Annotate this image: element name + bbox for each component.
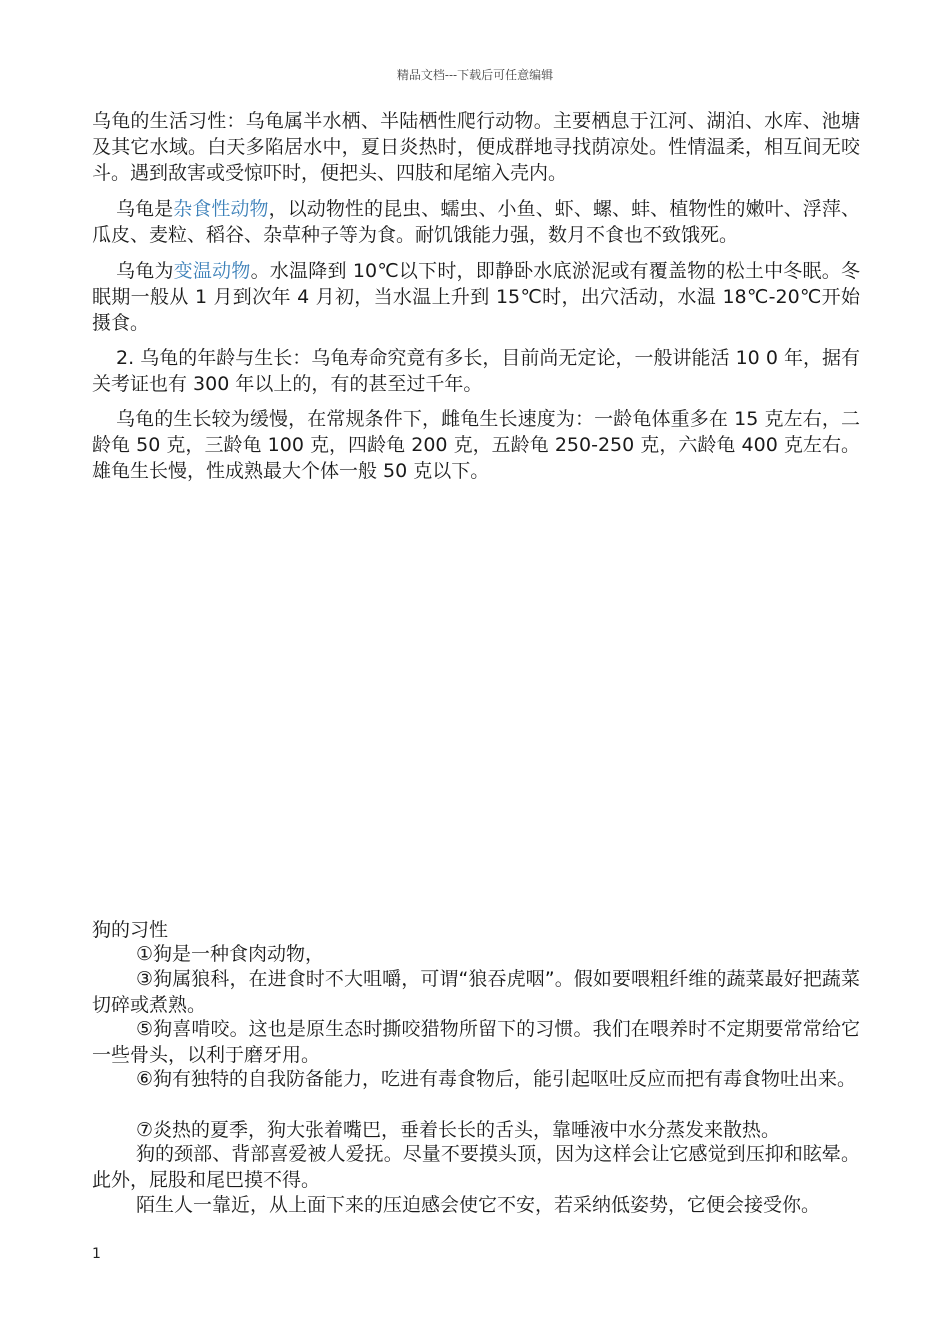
turtle-growth-paragraph: 乌龟的生长较为缓慢，在常规条件下，雌龟生长速度为：一龄龟体重多在 15 克左右，二龄龟 50 克，三龄龟 100 克，四龄龟 200 克，五龄龟 250-250 克，六龄龟 400 克左右。雄龟生长慢，性成熟最大个体一般 50 克以下。 xyxy=(92,408,860,482)
dog-item: ⑦炎热的夏季，狗大张着嘴巴，垂着长长的舌头，靠唾液中水分蒸发来散热。 xyxy=(136,1119,781,1141)
dog-item: ⑥狗有独特的自我防备能力，吃进有毒食物后，能引起呕吐反应而把有毒食物吐出来。 xyxy=(136,1068,857,1090)
turtle-habits-paragraph: 乌龟的生活习性：乌龟属半水栖、半陆栖性爬行动物。主要栖息于江河、湖泊、水库、池塘及其它水域。白天多陷居水中，夏日炎热时，便成群地寻找荫凉处。性情温柔，相互间无咬斗。遇到敌害或受惊吓时，便把头、四肢和尾缩入壳内。 xyxy=(92,110,860,184)
hibernation-text-pre: 乌龟为 xyxy=(116,260,174,282)
turtle-age-paragraph: 2. 乌龟的年龄与生长：乌龟寿命究竟有多长，目前尚无定论，一般讲能活 10 0 年，据有关考证也有 300 年以上的，有的甚至过千年。 xyxy=(92,347,860,395)
turtle-diet-paragraph xyxy=(92,196,860,248)
dog-item: 狗的颈部、背部喜爱被人爱抚。尽量不要摸头顶，因为这样会让它感觉到压抑和眩晕。此外，屁股和尾巴摸不得。 xyxy=(92,1143,860,1191)
diet-text-post: ，以动物性的昆虫、蠕虫、小鱼、虾、螺、蚌、植物性的嫩叶、浮萍、瓜皮、麦粒、稻谷、杂草种子等为食。耐饥饿能力强，数月不食也不致饿死。 xyxy=(92,198,860,246)
dog-item: ①狗是一种食肉动物， xyxy=(136,943,325,965)
dog-item: ③狗属狼科，在进食时不大咀嚼，可谓“狼吞虎咽”。假如要喂粗纤维的蔬菜最好把蔬菜切碎或煮熟。 xyxy=(92,968,860,1016)
dog-item: ⑤狗喜啃咬。这也是原生态时撕咬猎物所留下的习惯。我们在喂养时不定期要常常给它一些骨头，以利于磨牙用。 xyxy=(92,1018,860,1066)
page-header: 精品文档---下载后可任意编辑 xyxy=(396,68,554,82)
hibernation-text-post: 。水温降到 10℃以下时，即静卧水底淤泥或有覆盖物的松土中冬眠。冬眠期一般从 1 月到次年 4 月初，当水温上升到 15℃时，出穴活动，水温 18℃-20℃开始摄食。 xyxy=(92,260,860,334)
dog-section-title: 狗的习性 xyxy=(92,919,169,941)
omnivore-link[interactable]: 杂食性动物 xyxy=(173,198,269,220)
diet-text-pre: 乌龟是 xyxy=(116,198,174,220)
page-number: 1 xyxy=(92,1246,101,1262)
turtle-hibernation-paragraph xyxy=(92,258,860,336)
ectotherm-link[interactable]: 变温动物 xyxy=(173,260,251,282)
dog-item: 陌生人一靠近，从上面下来的压迫感会使它不安，若采纳低姿势，它便会接受你。 xyxy=(136,1194,821,1216)
